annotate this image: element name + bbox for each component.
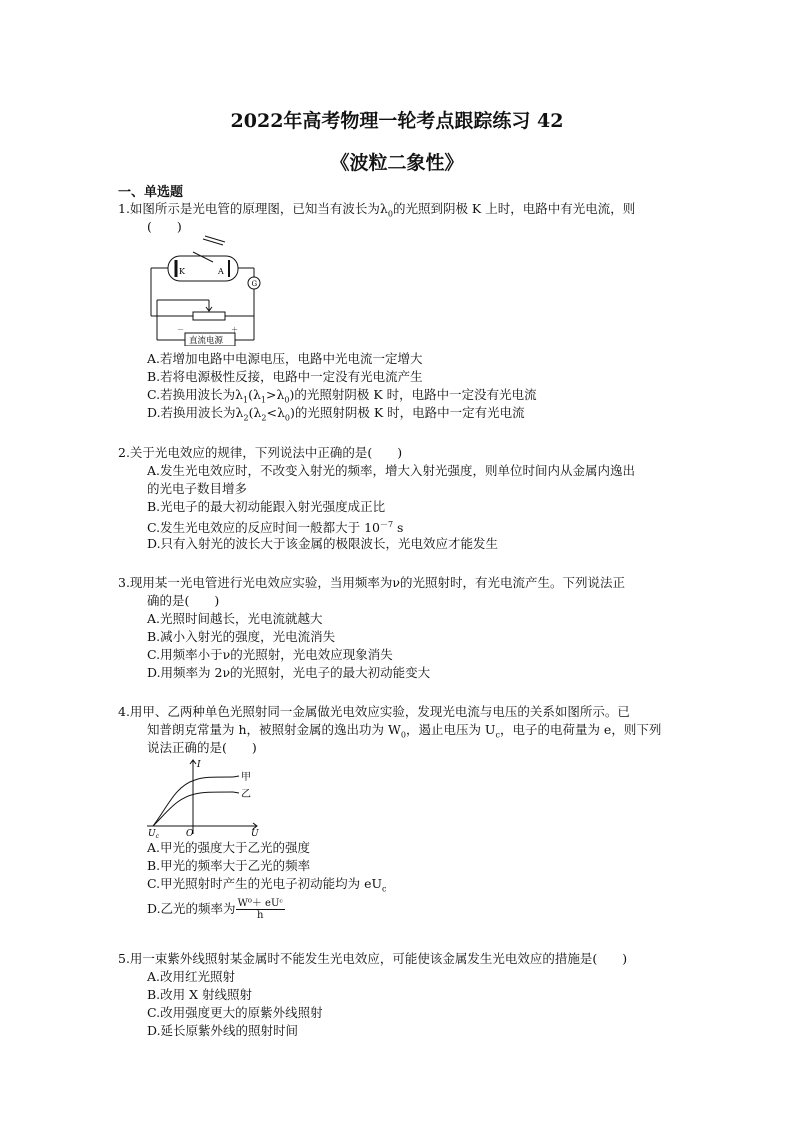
phototube-circuit-diagram: [145, 234, 270, 346]
label-yi: 乙: [241, 789, 251, 800]
label-g: G: [251, 280, 258, 288]
q5-option-c: C.改用强度更大的原紫外线照射: [147, 1005, 323, 1020]
question-4-stem: 4.用甲、乙两种单色光照射同一金属做光电效应实验，发现光电流与电压的关系如图所示。已: [118, 704, 630, 719]
section-heading: 一、单选题: [118, 185, 184, 200]
q1-option-d: D.若换用波长为$\lambda_2(\lambda_2<\lambda_0)$的光照射阴极 K 时，电路中一定有光电流: [147, 405, 525, 423]
label-uc: $U_c$: [148, 829, 159, 838]
label-a: A: [218, 267, 224, 276]
q5-option-d: D.延长原紫外线的照射时间: [147, 1023, 299, 1038]
label-dc-source: 直流电源: [189, 336, 224, 346]
q4-option-c: C.甲光照射时产生的光电子初动能均为 $eU_c$: [147, 876, 387, 894]
question-3-stem-cont: 确的是( ): [147, 593, 220, 608]
label-jia: 甲: [241, 772, 251, 783]
q3-option-c: C.用频率小于ν的光照射，光电效应现象消失: [147, 647, 393, 662]
q4-option-b: B.甲光的频率大于乙光的频率: [147, 858, 311, 873]
rheostat: [193, 312, 225, 320]
label-origin: O: [186, 829, 194, 838]
question-3-stem: 3.现用某一光电管进行光电效应实验，当用频率为ν的光照射时，有光电流产生。下列说法正: [118, 575, 626, 590]
q4-option-a: A.甲光的强度大于乙光的强度: [147, 840, 311, 855]
document-title: 2022年高考物理一轮考点跟踪练习 42: [230, 110, 564, 132]
q2-option-b: B.光电子的最大初动能跟入射光强度成正比: [147, 499, 386, 514]
question-4-stem-cont: 知普朗克常量为 h，被照射金属的逸出功为 $W_0$，遏止电压为 $U_c$，电子的电荷量为 e，则下列: [147, 722, 662, 740]
question-4-stem-cont-2: 说法正确的是( ): [147, 740, 257, 755]
q5-option-b: B.改用 X 射线照射: [147, 987, 253, 1002]
fraction: $\frac{\text{W⁰＋ eUᶜ}}{h}$: [237, 898, 283, 921]
q2-option-a: A.发生光电效应时，不改变入射光的频率，增大入射光强度，则单位时间内从金属内逸出: [147, 463, 636, 478]
question-2-stem: 2.关于光电效应的规律，下列说法中正确的是( ): [118, 445, 403, 460]
q3-option-d: D.用频率为 2ν的光照射，光电子的最大初动能变大: [147, 665, 431, 680]
q1-option-c: C.若换用波长为$\lambda_1(\lambda_1>\lambda_0)$的光照射阴极 K 时，电路中一定没有光电流: [147, 387, 537, 405]
label-plus: ＋: [231, 326, 238, 334]
q3-option-a: A.光照时间越长，光电流就越大: [147, 611, 323, 626]
q2-option-c: C.发生光电效应的反应时间一般都大于 $10^{-7}$ s: [147, 520, 404, 536]
label-minus: －: [177, 326, 184, 334]
q2-option-a-cont: 的光电子数目增多: [147, 481, 248, 496]
label-k: K: [179, 267, 185, 276]
iu-graph: [145, 756, 270, 838]
question-5-stem: 5.用一束紫外线照射某金属时不能发生光电效应，可能使该金属发生光电效应的措施是( ): [118, 951, 628, 966]
q1-option-a: A.若增加电路中电源电压，电路中光电流一定增大: [147, 351, 423, 366]
label-i: I: [197, 760, 201, 770]
question-1-stem: 1.如图所示是光电管的原理图，已知当有波长为$\lambda_0$的光照到阴极 K 上时，电路中有光电流，则: [118, 201, 636, 219]
label-u: U: [251, 829, 259, 838]
light-ray: [205, 236, 225, 242]
question-1-blank: ( ): [147, 219, 182, 234]
q4-option-d: D.乙光的频率为 $\frac{\text{W⁰＋ eUᶜ}}{h}$: [147, 898, 283, 921]
q2-option-d: D.只有入射光的波长大于该金属的极限波长，光电效应才能发生: [147, 536, 499, 551]
document-subtitle: 《波粒二象性》: [330, 152, 464, 174]
q1-option-b: B.若将电源极性反接，电路中一定没有光电流产生: [147, 369, 423, 384]
q3-option-b: B.减小入射光的强度，光电流消失: [147, 629, 336, 644]
q5-option-a: A.改用红光照射: [147, 969, 236, 984]
